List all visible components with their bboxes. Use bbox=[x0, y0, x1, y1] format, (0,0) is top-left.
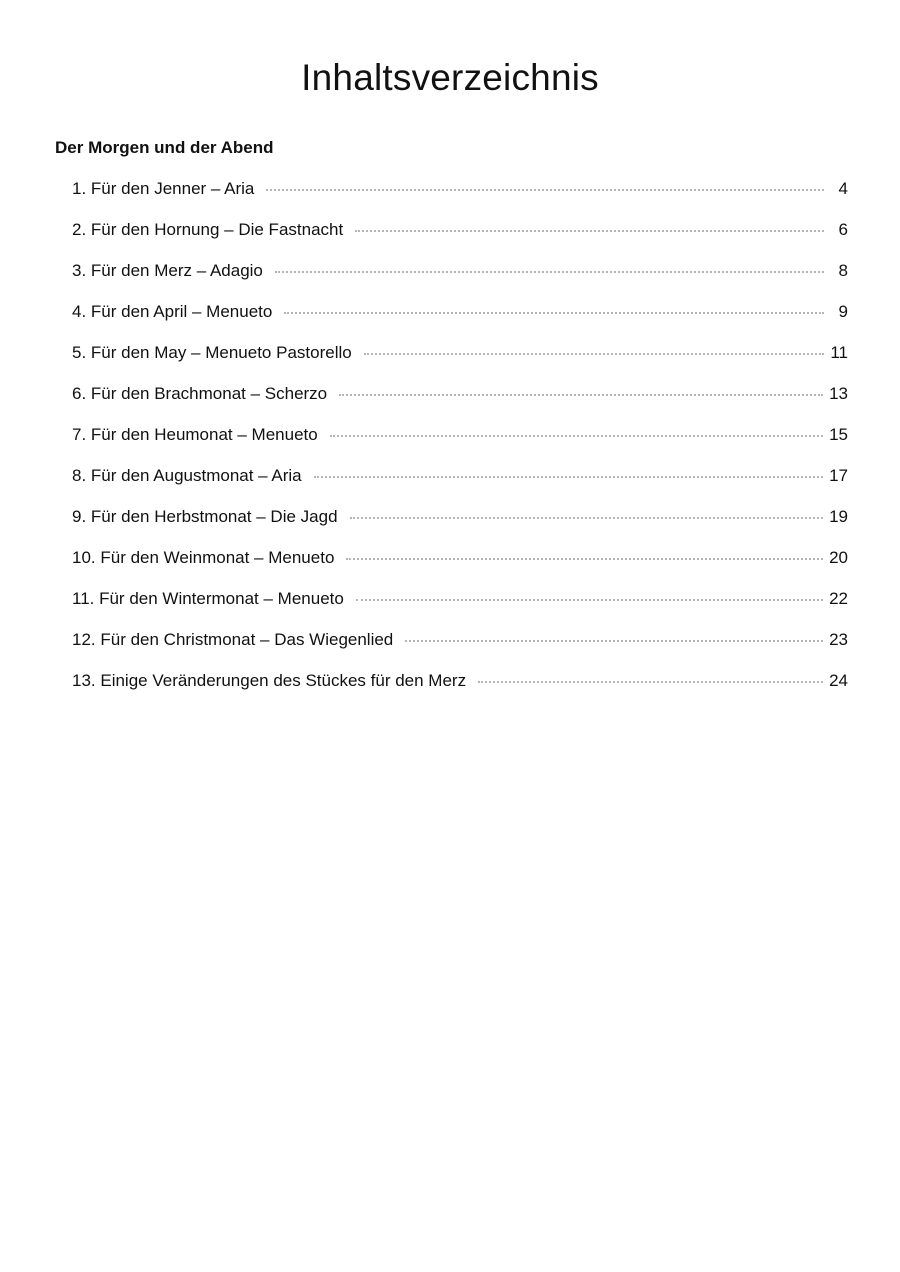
dot-leader bbox=[339, 394, 823, 396]
dot-leader bbox=[355, 230, 824, 232]
dot-leader bbox=[346, 558, 823, 560]
toc-entry-page-number: 23 bbox=[829, 630, 848, 649]
toc-entry-page-number: 24 bbox=[829, 671, 848, 690]
toc-entry-page-number: 22 bbox=[829, 589, 848, 608]
toc-entry[interactable] bbox=[72, 628, 848, 669]
toc-entry[interactable] bbox=[72, 587, 848, 628]
dot-leader bbox=[478, 681, 823, 683]
toc-entry-page-number: 13 bbox=[829, 384, 848, 403]
toc-entry-label: 2. Für den Hornung – Die Fastnacht bbox=[72, 220, 344, 239]
toc-entry-page-number: 20 bbox=[829, 548, 848, 567]
toc-entry-page-number: 9 bbox=[838, 302, 848, 321]
toc-entry[interactable] bbox=[72, 669, 848, 710]
dot-leader bbox=[266, 189, 824, 191]
toc-entry[interactable] bbox=[72, 341, 848, 382]
toc-entry[interactable] bbox=[72, 300, 848, 341]
toc-entry-label: 7. Für den Heumonat – Menueto bbox=[72, 425, 318, 444]
toc-entry[interactable] bbox=[72, 546, 848, 587]
dot-leader bbox=[364, 353, 824, 355]
dot-leader bbox=[284, 312, 824, 314]
toc-entry[interactable] bbox=[72, 259, 848, 300]
section-heading: Der Morgen und der Abend bbox=[55, 138, 274, 157]
toc-entry-page-number: 11 bbox=[830, 343, 848, 362]
toc-entry[interactable] bbox=[72, 218, 848, 259]
toc-entry-page-number: 4 bbox=[838, 179, 848, 198]
dot-leader bbox=[405, 640, 823, 642]
toc-entry[interactable] bbox=[72, 505, 848, 546]
toc-entry-page-number: 17 bbox=[829, 466, 848, 485]
toc-entry-page-number: 15 bbox=[829, 425, 848, 444]
toc-entry-label: 12. Für den Christmonat – Das Wiegenlied bbox=[72, 630, 394, 649]
toc-entry-label: 13. Einige Veränderungen des Stückes für den Merz bbox=[72, 671, 467, 690]
dot-leader bbox=[350, 517, 824, 519]
dot-leader bbox=[314, 476, 823, 478]
toc-entry[interactable] bbox=[72, 177, 848, 218]
toc-entry-page-number: 8 bbox=[838, 261, 848, 280]
dot-leader bbox=[356, 599, 823, 601]
toc-entry-label: 3. Für den Merz – Adagio bbox=[72, 261, 263, 280]
page-title: Inhaltsverzeichnis bbox=[301, 57, 599, 98]
toc-entry-page-number: 6 bbox=[838, 220, 848, 239]
toc-entry-label: 9. Für den Herbstmonat – Die Jagd bbox=[72, 507, 338, 526]
toc-entry-label: 1. Für den Jenner – Aria bbox=[72, 179, 255, 198]
toc-entry-page-number: 19 bbox=[829, 507, 848, 526]
toc-entry-label: 6. Für den Brachmonat – Scherzo bbox=[72, 384, 328, 403]
toc-entry-label: 5. Für den May – Menueto Pastorello bbox=[72, 343, 352, 362]
dot-leader bbox=[275, 271, 824, 273]
toc-entry[interactable] bbox=[72, 464, 848, 505]
toc-entry[interactable] bbox=[72, 423, 848, 464]
toc-entry-label: 4. Für den April – Menueto bbox=[72, 302, 273, 321]
table-of-contents bbox=[72, 177, 848, 710]
toc-entry[interactable] bbox=[72, 382, 848, 423]
toc-entry-label: 8. Für den Augustmonat – Aria bbox=[72, 466, 302, 485]
toc-entry-label: 10. Für den Weinmonat – Menueto bbox=[72, 548, 335, 567]
toc-entry-label: 11. Für den Wintermonat – Menueto bbox=[72, 589, 344, 608]
dot-leader bbox=[330, 435, 823, 437]
